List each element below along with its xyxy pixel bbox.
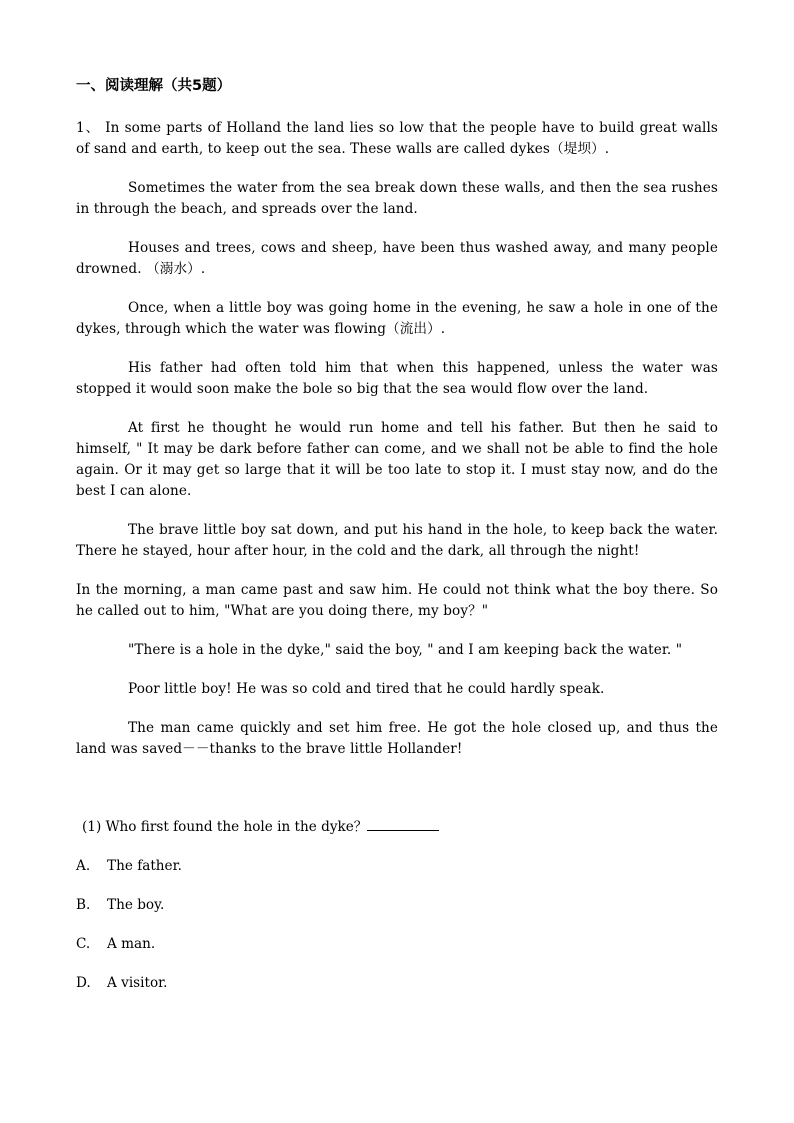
- option-text: A man.: [107, 936, 156, 952]
- option-d[interactable]: [76, 973, 718, 994]
- option-a[interactable]: [76, 856, 718, 877]
- passage-paragraph-10: Poor little boy! He was so cold and tired that he could hardly speak.: [128, 681, 605, 697]
- option-letter: A.: [76, 858, 91, 874]
- question-1-stem: (1) Who first found the hole in the dyke？: [82, 819, 368, 835]
- option-letter: D.: [76, 975, 91, 991]
- passage-paragraph-9: "There is a hole in the dyke," said the boy, " and I am keeping back the water. ": [128, 642, 683, 658]
- passage-paragraph-2: Sometimes the water from the sea break down these walls, and then the sea rushes in through the beach, and spreads over the land.: [76, 180, 718, 217]
- passage-paragraph-1: 1、 In some parts of Holland the land lies so low that the people have to build great walls of sand and earth, to keep out the sea. These walls are called dykes（堤坝）.: [76, 120, 718, 157]
- passage-paragraph-4: Once, when a little boy was going home in the evening, he saw a hole in one of the dykes, through which the water was flowing（流出）.: [76, 300, 718, 337]
- passage-paragraph-8: In the morning, a man came past and saw him. He could not think what the boy there. So he called out to him, "What are you doing there, my boy？": [76, 582, 718, 619]
- passage-paragraph-11: The man came quickly and set him free. He got the hole closed up, and thus the land was saved－－thanks to the brave little Hollander!: [76, 720, 718, 757]
- passage-paragraph-3: Houses and trees, cows and sheep, have been thus washed away, and many people drowned. （溺水）.: [76, 240, 718, 277]
- option-text: The father.: [107, 858, 182, 874]
- section-title: 一、阅读理解（共5题）: [76, 78, 232, 94]
- option-text: A visitor.: [107, 975, 168, 991]
- worksheet-page: [76, 76, 718, 1012]
- option-b[interactable]: [76, 895, 718, 916]
- option-text: The boy.: [107, 897, 165, 913]
- option-letter: B.: [76, 897, 91, 913]
- option-letter: C.: [76, 936, 91, 952]
- answer-blank[interactable]: [367, 816, 439, 831]
- question-1: [82, 816, 718, 838]
- passage-paragraph-5: His father had often told him that when this happened, unless the water was stopped it would soon make the bole so big that the sea would flow over the land.: [76, 360, 718, 397]
- spacer: [76, 778, 718, 816]
- passage-paragraph-6: At first he thought he would run home and tell his father. But then he said to himself, " It may be dark before father can come, and we shall not be able to find the hole again. Or it may get so large that it will be too late to stop it. I must stay now, and do the best I can alone.: [76, 420, 718, 499]
- passage-paragraph-7: The brave little boy sat down, and put his hand in the hole, to keep back the water. There he stayed, hour after hour, in the cold and the dark, all through the night!: [76, 522, 718, 559]
- option-c[interactable]: [76, 934, 718, 955]
